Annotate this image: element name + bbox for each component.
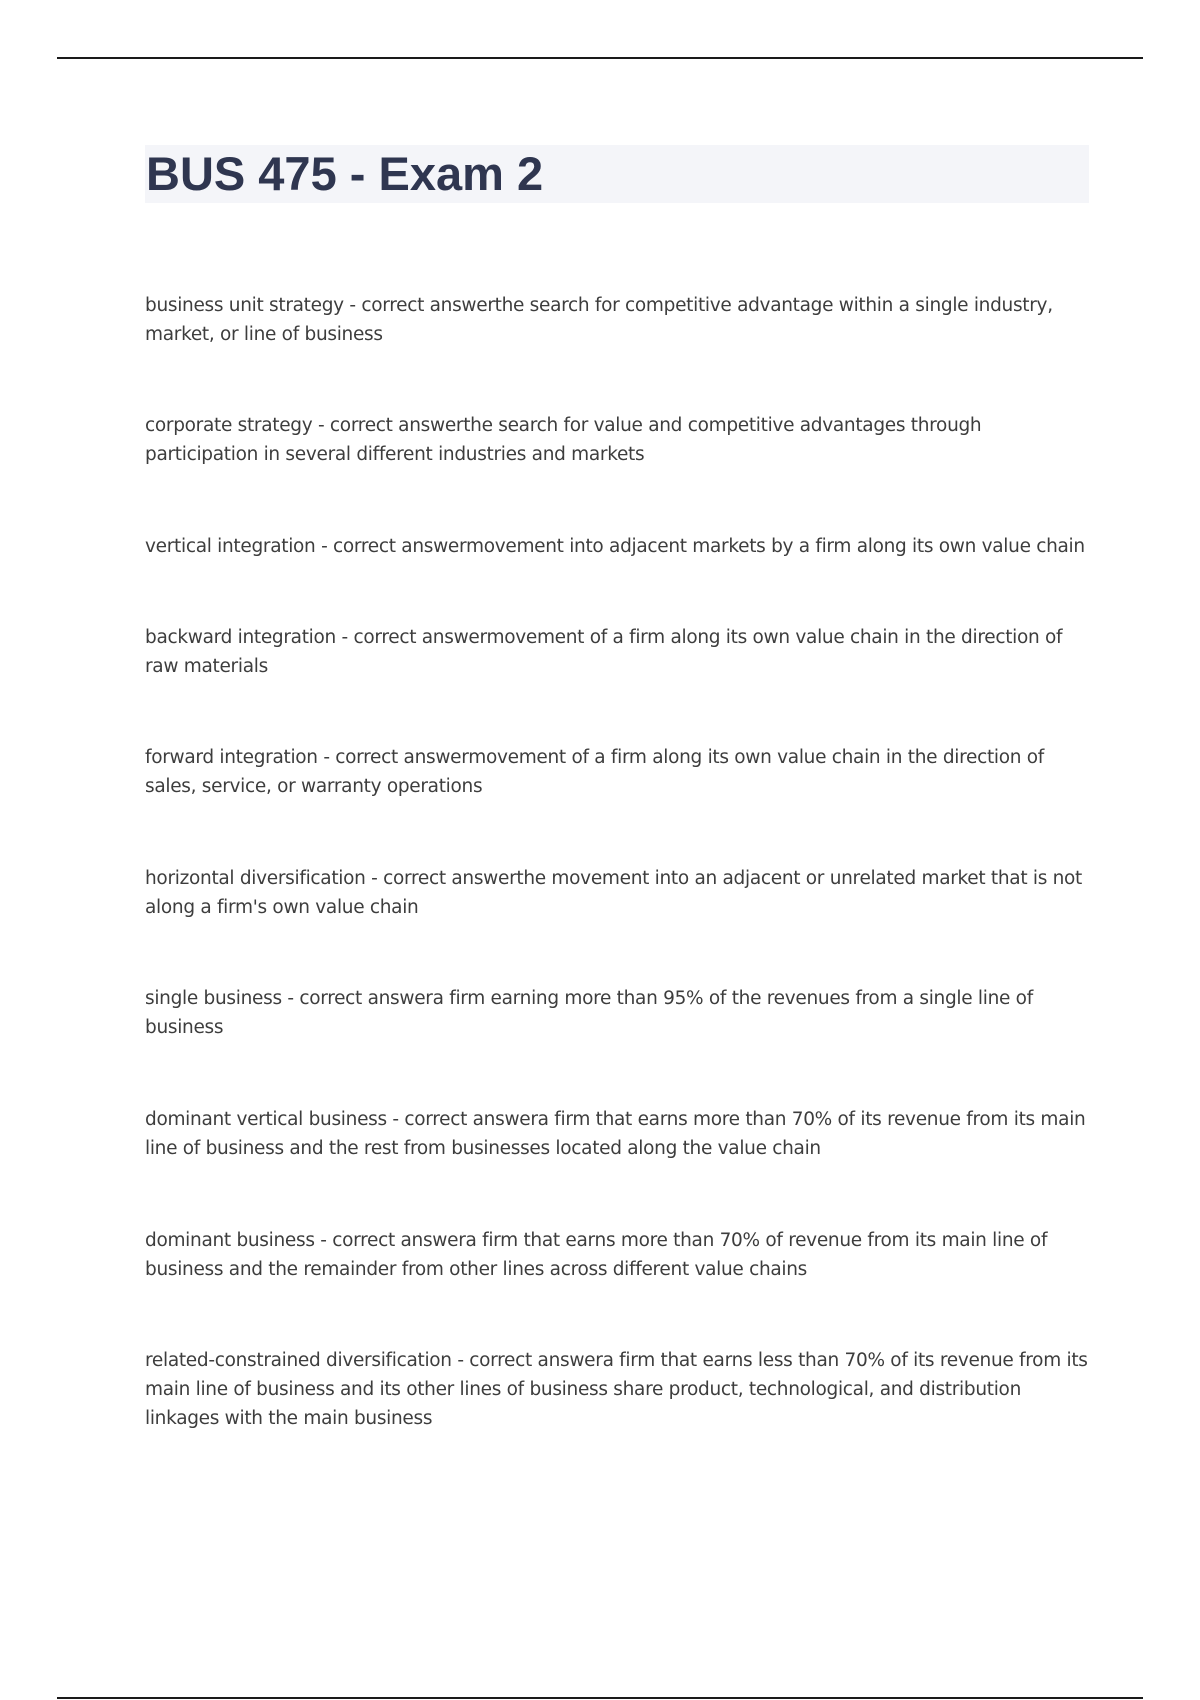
card-definition: a firm earning more than 95% of the revenues from a single line of business xyxy=(145,988,1033,1038)
card-term: backward integration xyxy=(145,627,336,648)
card-term: single business xyxy=(145,988,282,1009)
flashcard xyxy=(145,532,1095,561)
card-term: business unit strategy xyxy=(145,295,344,316)
top-divider xyxy=(57,57,1143,59)
card-term: dominant vertical business xyxy=(145,1109,387,1130)
card-term: corporate strategy xyxy=(145,415,313,436)
card-term: horizontal diversification xyxy=(145,868,366,889)
card-term: vertical integration xyxy=(145,536,316,557)
flashcard xyxy=(145,1346,1095,1433)
card-definition: the search for value and competitive advantages through participation in several different industries and markets xyxy=(145,415,982,465)
bottom-divider xyxy=(57,1697,1143,1699)
card-definition: movement into adjacent markets by a firm along its own value chain xyxy=(465,536,1085,557)
flashcard xyxy=(145,1226,1095,1284)
card-term: forward integration xyxy=(145,747,318,768)
page-title: BUS 475 - Exam 2 xyxy=(146,147,544,200)
card-separator: - correct answer xyxy=(335,627,487,648)
card-separator: - correct answer xyxy=(315,536,466,557)
card-definition: movement of a firm along its own value chain in the direction of raw materials xyxy=(145,627,1063,677)
card-term: dominant business xyxy=(145,1230,315,1251)
card-definition: movement of a firm along its own value chain in the direction of sales, service, or warranty operations xyxy=(145,747,1045,797)
card-definition: a firm that earns less than 70% of its revenue from its main line of business and its other lines of business share product, technological, and distribution linkages with the main business xyxy=(145,1350,1088,1429)
card-separator: - correct answer xyxy=(451,1350,603,1371)
card-definition: a firm that earns more than 70% of revenue from its main line of business and the remainder from other lines across different value chains xyxy=(145,1230,1048,1280)
card-separator: - correct answer xyxy=(365,868,517,889)
flashcard xyxy=(145,291,1095,349)
flashcard xyxy=(145,743,1095,801)
card-separator: - correct answer xyxy=(317,747,469,768)
flashcard xyxy=(145,623,1095,681)
card-separator: - correct answer xyxy=(386,1109,538,1130)
card-definition: the search for competitive advantage within a single industry, market, or line of business xyxy=(145,295,1053,345)
card-term: related-constrained diversification xyxy=(145,1350,452,1371)
card-definition: the movement into an adjacent or unrelated market that is not along a firm's own value chain xyxy=(145,868,1083,918)
flashcard xyxy=(145,984,1095,1042)
card-definition: a firm that earns more than 70% of its revenue from its main line of business and the rest from businesses located along the value chain xyxy=(145,1109,1086,1159)
card-separator: - correct answer xyxy=(312,415,464,436)
flashcard xyxy=(145,411,1095,469)
card-separator: - correct answer xyxy=(281,988,433,1009)
card-separator: - correct answer xyxy=(314,1230,466,1251)
flashcard xyxy=(145,1105,1095,1163)
flashcard xyxy=(145,864,1095,922)
card-separator: - correct answer xyxy=(343,295,495,316)
